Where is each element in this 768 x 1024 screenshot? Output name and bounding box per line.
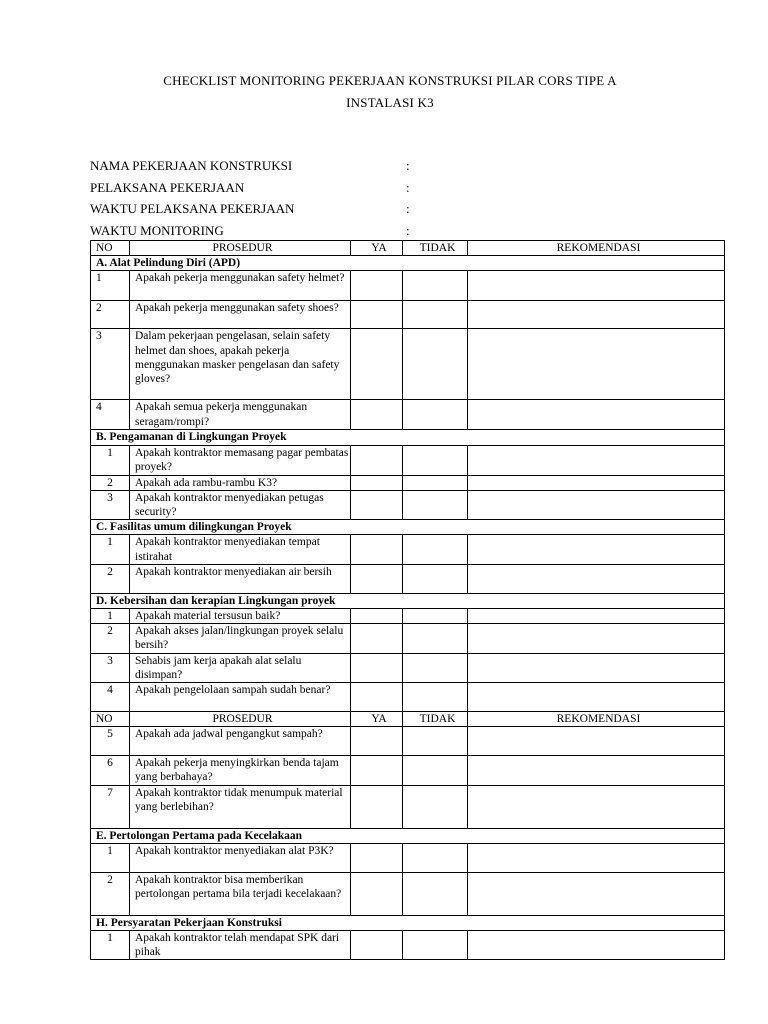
ya-cell[interactable] (351, 329, 403, 400)
item-number: 2 (91, 301, 130, 329)
rekomendasi-cell[interactable] (468, 475, 725, 490)
title-line-2: INSTALASI K3 (346, 95, 434, 110)
tidak-cell[interactable] (403, 535, 468, 564)
item-question: Apakah pengelolaan sampah sudah benar? (130, 683, 351, 712)
info-row-nama-pekerjaan (90, 155, 590, 177)
info-label: WAKTU PELAKSANA PEKERJAAN (90, 201, 295, 216)
rekomendasi-cell[interactable] (468, 271, 725, 301)
item-question: Apakah ada jadwal pengangkut sampah? (130, 727, 351, 756)
rekomendasi-cell[interactable] (468, 843, 725, 872)
title-line-1: CHECKLIST MONITORING PEKERJAAN KONSTRUKSI PILAR CORS TIPE A (163, 73, 617, 88)
checklist-row (91, 475, 725, 490)
item-question: Apakah kontraktor memasang pagar pembatas proyek? (130, 445, 351, 475)
item-question: Apakah kontraktor bisa memberikan pertolongan pertama bila terjadi kecelakaan? (130, 872, 351, 915)
tidak-cell[interactable] (403, 843, 468, 872)
ya-cell[interactable] (351, 872, 403, 915)
checklist-row (91, 609, 725, 624)
checklist-table (90, 240, 725, 960)
item-number: 6 (91, 756, 130, 785)
ya-cell[interactable] (351, 931, 403, 960)
rekomendasi-cell[interactable] (468, 445, 725, 475)
rekomendasi-cell[interactable] (468, 624, 725, 653)
tidak-cell[interactable] (403, 931, 468, 960)
header-no: NO (91, 241, 130, 256)
header-prosedur: PROSEDUR (130, 241, 351, 256)
item-number: 2 (91, 475, 130, 490)
item-question: Apakah kontraktor telah mendapat SPK dari pihak (130, 931, 351, 960)
rekomendasi-cell[interactable] (468, 609, 725, 624)
info-colon: : (406, 158, 410, 173)
ya-cell[interactable] (351, 624, 403, 653)
ya-cell[interactable] (351, 756, 403, 785)
ya-cell[interactable] (351, 683, 403, 712)
item-question: Apakah material tersusun baik? (130, 609, 351, 624)
checklist-row (91, 400, 725, 430)
item-question: Apakah ada rambu-rambu K3? (130, 475, 351, 490)
section-heading-row (91, 915, 725, 930)
table-header-row (91, 712, 725, 727)
checklist-row (91, 445, 725, 475)
header-ya: YA (351, 241, 403, 256)
item-question: Apakah akses jalan/lingkungan proyek selalu bersih? (130, 624, 351, 653)
ya-cell[interactable] (351, 727, 403, 756)
info-row-waktu-pelaksana (90, 198, 590, 220)
tidak-cell[interactable] (403, 475, 468, 490)
ya-cell[interactable] (351, 564, 403, 593)
item-number: 2 (91, 624, 130, 653)
tidak-cell[interactable] (403, 329, 468, 400)
header-tidak: TIDAK (403, 712, 468, 727)
item-question: Apakah kontraktor menyediakan tempat istirahat (130, 535, 351, 564)
rekomendasi-cell[interactable] (468, 756, 725, 785)
item-question: Apakah kontraktor menyediakan alat P3K? (130, 843, 351, 872)
rekomendasi-cell[interactable] (468, 683, 725, 712)
item-number: 3 (91, 329, 130, 400)
rekomendasi-cell[interactable] (468, 329, 725, 400)
checklist-row (91, 727, 725, 756)
section-heading-row (91, 520, 725, 535)
item-number: 1 (91, 609, 130, 624)
item-question: Apakah pekerja menggunakan safety shoes? (130, 301, 351, 329)
item-question: Apakah kontraktor tidak menumpuk material yang berlebihan? (130, 785, 351, 828)
item-number: 5 (91, 727, 130, 756)
item-number: 1 (91, 271, 130, 301)
info-row-pelaksana (90, 177, 590, 199)
item-number: 3 (91, 490, 130, 519)
rekomendasi-cell[interactable] (468, 727, 725, 756)
tidak-cell[interactable] (403, 756, 468, 785)
checklist-row (91, 931, 725, 960)
ya-cell[interactable] (351, 785, 403, 828)
ya-cell[interactable] (351, 475, 403, 490)
header-prosedur: PROSEDUR (130, 712, 351, 727)
checklist-row (91, 653, 725, 682)
document-title (90, 70, 690, 114)
section-heading-row (91, 430, 725, 445)
info-label: PELAKSANA PEKERJAAN (90, 179, 245, 195)
ya-cell[interactable] (351, 490, 403, 519)
item-question: Apakah pekerja menggunakan safety helmet? (130, 271, 351, 301)
header-ya: YA (351, 712, 403, 727)
table-header-row (91, 241, 725, 256)
info-label: NAMA PEKERJAAN KONSTRUKSI (90, 158, 293, 173)
rekomendasi-cell[interactable] (468, 564, 725, 593)
item-question: Apakah kontraktor menyediakan petugas security? (130, 490, 351, 519)
ya-cell[interactable] (351, 609, 403, 624)
item-question: Dalam pekerjaan pengelasan, selain safety helmet dan shoes, apakah pekerja menggunakan masker pengelasan dan safety gloves? (130, 329, 351, 400)
checklist-row (91, 624, 725, 653)
section-heading-row (91, 593, 725, 608)
tidak-cell[interactable] (403, 872, 468, 915)
tidak-cell[interactable] (403, 271, 468, 301)
item-question: Apakah semua pekerja menggunakan seragam/rompi? (130, 400, 351, 430)
rekomendasi-cell[interactable] (468, 872, 725, 915)
header-tidak: TIDAK (403, 241, 468, 256)
item-number: 4 (91, 683, 130, 712)
checklist-row (91, 683, 725, 712)
ya-cell[interactable] (351, 843, 403, 872)
ya-cell[interactable] (351, 653, 403, 682)
item-number: 4 (91, 400, 130, 430)
tidak-cell[interactable] (403, 727, 468, 756)
checklist-row (91, 490, 725, 519)
rekomendasi-cell[interactable] (468, 490, 725, 519)
item-number: 2 (91, 872, 130, 915)
rekomendasi-cell[interactable] (468, 301, 725, 329)
rekomendasi-cell[interactable] (468, 653, 725, 682)
item-number: 1 (91, 843, 130, 872)
item-number: 1 (91, 931, 130, 960)
item-question: Apakah kontraktor menyediakan air bersih (130, 564, 351, 593)
item-number: 1 (91, 445, 130, 475)
ya-cell[interactable] (351, 271, 403, 301)
rekomendasi-cell[interactable] (468, 785, 725, 828)
section-title: E. Pertolongan Pertama pada Kecelakaan (91, 828, 725, 843)
checklist-row (91, 535, 725, 564)
item-number: 7 (91, 785, 130, 828)
item-question: Sehabis jam kerja apakah alat selalu disimpan? (130, 653, 351, 682)
rekomendasi-cell[interactable] (468, 535, 725, 564)
tidak-cell[interactable] (403, 785, 468, 828)
tidak-cell[interactable] (403, 609, 468, 624)
checklist-row (91, 843, 725, 872)
tidak-cell[interactable] (403, 490, 468, 519)
ya-cell[interactable] (351, 445, 403, 475)
checklist-row (91, 785, 725, 828)
checklist-row (91, 271, 725, 301)
header-rekomendasi: REKOMENDASI (468, 712, 725, 727)
item-number: 1 (91, 535, 130, 564)
tidak-cell[interactable] (403, 653, 468, 682)
section-title: C. Fasilitas umum dilingkungan Proyek (91, 520, 725, 535)
tidak-cell[interactable] (403, 301, 468, 329)
section-title: B. Pengamanan di Lingkungan Proyek (91, 430, 725, 445)
info-row-waktu-monitoring (90, 220, 590, 242)
info-block (90, 155, 590, 241)
tidak-cell[interactable] (403, 683, 468, 712)
tidak-cell[interactable] (403, 564, 468, 593)
info-colon: : (406, 201, 410, 216)
info-colon: : (406, 179, 410, 195)
item-number: 2 (91, 564, 130, 593)
tidak-cell[interactable] (403, 445, 468, 475)
info-colon: : (406, 222, 410, 238)
tidak-cell[interactable] (403, 624, 468, 653)
item-number: 3 (91, 653, 130, 682)
checklist-body (91, 241, 725, 960)
section-title: D. Kebersihan dan kerapian Lingkungan proyek (91, 593, 725, 608)
checklist-row (91, 872, 725, 915)
checklist-row (91, 329, 725, 400)
ya-cell[interactable] (351, 400, 403, 430)
rekomendasi-cell[interactable] (468, 931, 725, 960)
header-no: NO (91, 712, 130, 727)
rekomendasi-cell[interactable] (468, 400, 725, 430)
section-heading-row (91, 828, 725, 843)
section-heading-row (91, 256, 725, 271)
item-question: Apakah pekerja menyingkirkan benda tajam yang berbahaya? (130, 756, 351, 785)
section-title: H. Persyaratan Pekerjaan Konstruksi (91, 915, 725, 930)
ya-cell[interactable] (351, 535, 403, 564)
checklist-row (91, 301, 725, 329)
tidak-cell[interactable] (403, 400, 468, 430)
ya-cell[interactable] (351, 301, 403, 329)
checklist-row (91, 756, 725, 785)
info-label: WAKTU MONITORING (90, 222, 224, 238)
section-title: A. Alat Pelindung Diri (APD) (91, 256, 725, 271)
checklist-row (91, 564, 725, 593)
header-rekomendasi: REKOMENDASI (468, 241, 725, 256)
